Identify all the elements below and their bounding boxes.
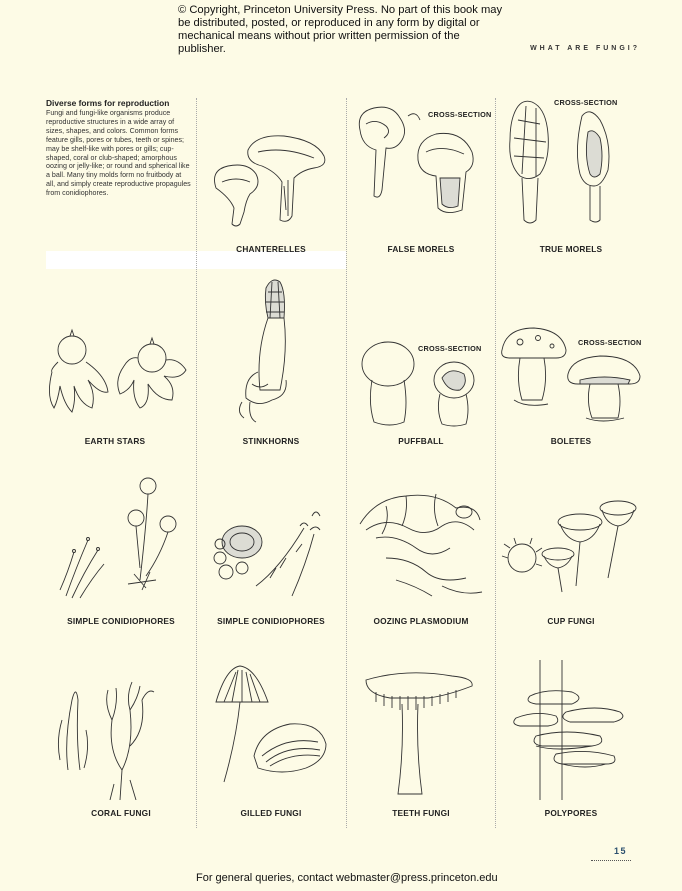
cross-section-label: CROSS-SECTION [578, 338, 642, 347]
panel-puffball [346, 300, 496, 454]
footer-contact: For general queries, contact webmaster@press.princeton.edu [196, 872, 498, 884]
panel-label: TRUE MORELS [539, 244, 603, 254]
false-morels-illustration [346, 100, 496, 235]
panel-teeth-fungi [346, 660, 496, 826]
intro-title: Diverse forms for reproduction [46, 98, 170, 108]
chanterelles-illustration [196, 100, 346, 235]
puffball-illustration [346, 300, 496, 430]
panel-label: CHANTERELLES [236, 244, 306, 254]
panel-chanterelles [196, 100, 346, 260]
panel-oozing-plasmodium [346, 468, 496, 634]
intro-block [46, 98, 191, 198]
gilled-fungi-illustration [196, 660, 346, 800]
panel-label: SIMPLE CONIDIOPHORES [217, 616, 325, 626]
true-morels-illustration [496, 94, 646, 235]
panel-label: POLYPORES [544, 808, 598, 818]
copyright-notice: © Copyright, Princeton University Press. No part of this book may be distributed, posted, or reproduced in any form by digital or mechanical means without prior written permission of the publisher. [178, 4, 503, 55]
panel-true-morels [496, 94, 646, 260]
panel-label: SIMPLE CONIDIOPHORES [67, 616, 175, 626]
panel-label: PUFFBALL [398, 436, 444, 446]
stinkhorns-illustration [196, 272, 346, 432]
panel-label: BOLETES [550, 436, 592, 446]
panel-boletes [496, 300, 646, 454]
earth-stars-illustration [40, 300, 190, 430]
panel-polypores [496, 660, 646, 826]
boletes-illustration [496, 300, 646, 430]
simple-conidiophores-illustration [46, 468, 196, 608]
panel-false-morels [346, 100, 496, 260]
oozing-plasmodium-illustration [346, 468, 496, 608]
panel-label: OOZING PLASMODIUM [373, 616, 469, 626]
teeth-fungi-illustration [346, 660, 496, 800]
cross-section-label: CROSS-SECTION [418, 344, 482, 353]
panel-cup-fungi [496, 468, 646, 634]
panel-label: CUP FUNGI [547, 616, 595, 626]
panel-stinkhorns [196, 272, 346, 454]
panel-label: EARTH STARS [84, 436, 146, 446]
panel-earth-stars [40, 300, 190, 454]
coral-fungi-illustration [46, 660, 196, 800]
panel-label: CORAL FUNGI [91, 808, 151, 818]
panel-label: STINKHORNS [242, 436, 300, 446]
cross-section-label: CROSS-SECTION [554, 98, 618, 107]
intro-body: Fungi and fungi-like organisms produce reproductive structures in a wide array of sizes, shapes, and colors. Common forms feature gills, pores or tubes, teeth or spines; may be shelf-like with pores or gills; cup-shaped, coral or club-shaped; amorphous oozing or jelly-like; or round and spherical like a ball. Many tiny molds form no fruitbody at all, and simply create reproductive propagules from conidiophores. [46, 109, 191, 198]
panel-simple-conidiophores-2 [196, 468, 346, 634]
panel-gilled-fungi [196, 660, 346, 826]
page-number: 15 [614, 846, 628, 856]
polypores-illustration [496, 660, 646, 800]
panel-label: GILLED FUNGI [240, 808, 302, 818]
simple-conidiophores-illustration [196, 468, 346, 608]
page-number-dots [591, 860, 631, 861]
panel-label: FALSE MORELS [387, 244, 455, 254]
panel-label: TEETH FUNGI [392, 808, 450, 818]
panel-simple-conidiophores-1 [46, 468, 196, 634]
panel-coral-fungi [46, 660, 196, 826]
cup-fungi-illustration [496, 468, 646, 608]
cross-section-label: CROSS-SECTION [428, 110, 492, 119]
running-head: WHAT ARE FUNGI? [530, 45, 640, 52]
